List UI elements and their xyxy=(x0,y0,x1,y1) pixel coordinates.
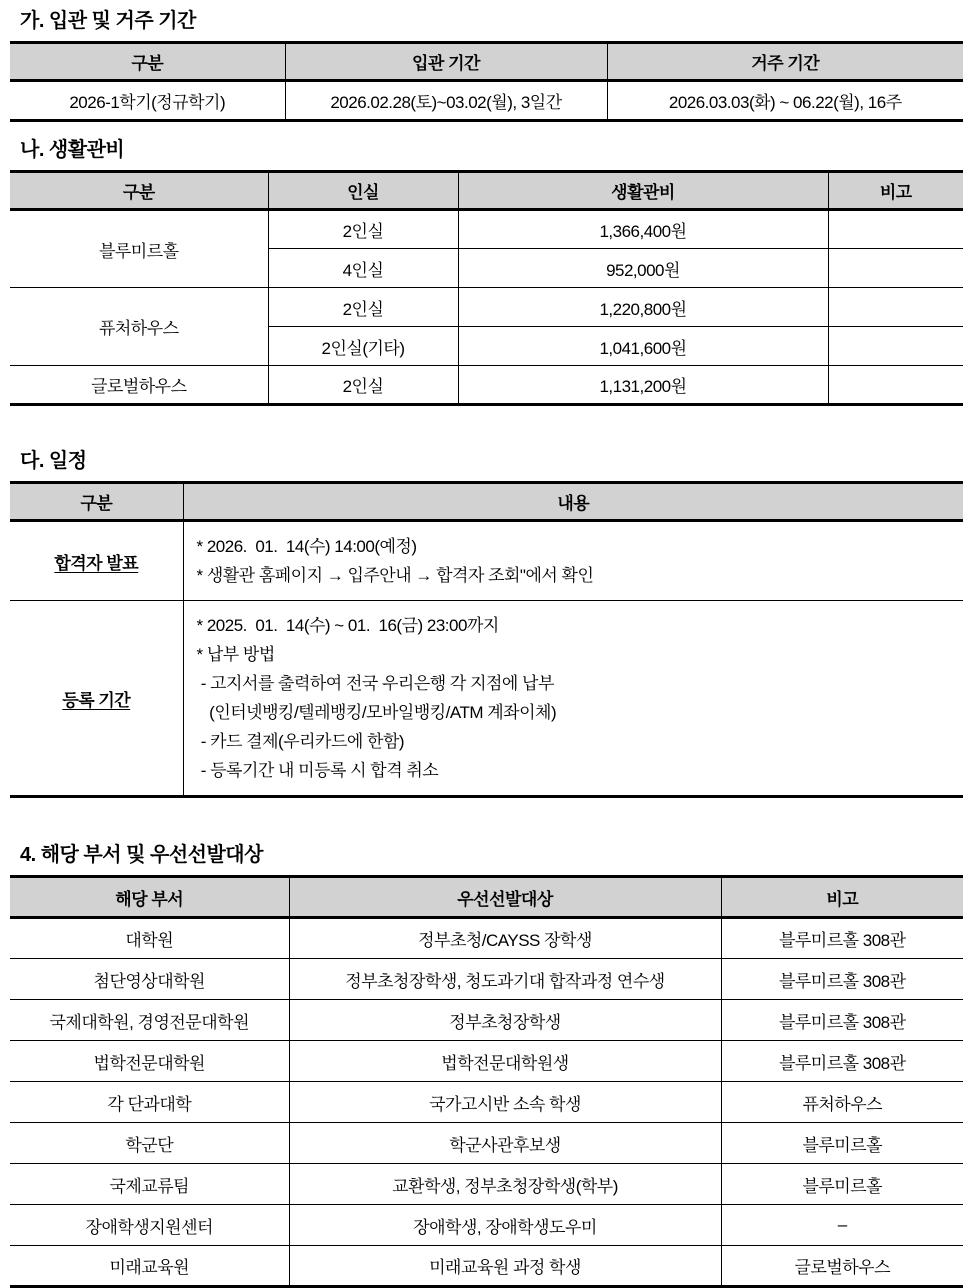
header-cell-category: 구분 xyxy=(10,43,285,81)
table-header-row xyxy=(10,43,963,81)
schedule-content-cell xyxy=(183,601,963,797)
content-line: * 생활관 홈페이지 → 입주안내 → 합격자 조회"에서 확인 xyxy=(196,566,594,585)
target-cell: 미래교육원 과정 학생 xyxy=(289,1246,721,1287)
target-cell: 장애학생, 장애학생도우미 xyxy=(289,1205,721,1246)
header-cell-note: 비고 xyxy=(721,877,963,918)
content-line: (인터넷뱅킹/텔레뱅킹/모바일뱅킹/ATM 계좌이체) xyxy=(196,703,557,722)
department-cell: 국제교류팀 xyxy=(10,1164,289,1205)
fee-cell: 952,000원 xyxy=(458,249,828,288)
target-cell: 국가고시반 소속 학생 xyxy=(289,1082,721,1123)
room-type-cell: 2인실 xyxy=(268,288,458,327)
table-header-row xyxy=(10,172,963,210)
table-row xyxy=(10,366,963,405)
note-cell: 퓨처하우스 xyxy=(721,1082,963,1123)
table-header-row xyxy=(10,877,963,918)
department-cell: 대학원 xyxy=(125,931,174,950)
target-cell: 법학전문대학원생 xyxy=(289,1041,721,1082)
note-cell: 블루미르홀 308관 xyxy=(721,959,963,1000)
residence-period-cell: 2026.03.03(화) ~ 06.22(월), 16주 xyxy=(607,81,963,121)
header-cell-note: 비고 xyxy=(828,172,963,210)
header-cell-priority-target: 우선선발대상 xyxy=(289,877,721,918)
section-c-title: 다. 일정 xyxy=(20,450,87,472)
header-cell-department: 해당 부서 xyxy=(10,877,289,918)
table-row xyxy=(10,1000,963,1041)
section-a-title: 가. 입관 및 거주 기간 xyxy=(20,10,196,32)
note-cell: 블루미르홀 xyxy=(721,1164,963,1205)
table-row xyxy=(10,1123,963,1164)
department-cell: 각 단과대학 xyxy=(10,1082,289,1123)
department-cell: 첨단영상대학원 xyxy=(10,959,289,1000)
fee-cell: 1,041,600원 xyxy=(458,327,828,366)
section-b-title: 나. 생활관비 xyxy=(20,139,125,161)
dorm-name-cell: 블루미르홀 xyxy=(98,241,179,261)
fee-cell: 1,366,400원 xyxy=(458,210,828,249)
table-row xyxy=(10,1246,963,1287)
fee-cell: 1,131,200원 xyxy=(458,366,828,405)
room-type-cell: 2인실 xyxy=(268,210,458,249)
registration-label: 등록 기간 xyxy=(62,690,131,710)
note-cell: 블루미르홀 xyxy=(721,1123,963,1164)
schedule-category-cell xyxy=(10,601,183,797)
header-cell-fee: 생활관비 xyxy=(458,172,828,210)
dorm-name-cell: 글로벌하우스 xyxy=(10,366,268,405)
target-cell: 정부초청장학생, 청도과기대 합작과정 연수생 xyxy=(289,959,721,1000)
content-line: - 고지서를 출력하여 전국 우리은행 각 지점에 납부 xyxy=(196,674,554,693)
section-d-title: 4. 해당 부서 및 우선선발대상 xyxy=(20,844,263,866)
content-line: - 카드 결제(우리카드에 한함) xyxy=(196,732,405,751)
header-cell-residence-period: 거주 기간 xyxy=(607,43,963,81)
note-cell: – xyxy=(721,1205,963,1246)
room-type-cell: 2인실 xyxy=(268,366,458,405)
schedule-content-cell xyxy=(183,521,963,601)
table-row xyxy=(10,288,963,327)
department-cell: 학군단 xyxy=(10,1123,289,1164)
content-line: - 등록기간 내 미등록 시 합격 취소 xyxy=(196,761,439,780)
header-cell-room-type: 인실 xyxy=(268,172,458,210)
target-cell: 정부초청장학생 xyxy=(289,1000,721,1041)
note-cell: 글로벌하우스 xyxy=(721,1246,963,1287)
table-row xyxy=(10,81,963,121)
table-row xyxy=(10,1041,963,1082)
target-cell: 학군사관후보생 xyxy=(289,1123,721,1164)
note-cell xyxy=(828,288,963,327)
table-row xyxy=(10,601,963,797)
department-cell: 미래교육원 xyxy=(10,1246,289,1287)
note-cell: 블루미르홀 308관 xyxy=(721,918,963,959)
table-header-row xyxy=(10,483,963,521)
note-cell: 블루미르홀 308관 xyxy=(721,1000,963,1041)
table-row xyxy=(10,521,963,601)
admission-period-cell: 2026.02.28(토)~03.02(월), 3일간 xyxy=(285,81,607,121)
room-type-cell: 4인실 xyxy=(268,249,458,288)
schedule-category-cell xyxy=(10,521,183,601)
fee-cell: 1,220,800원 xyxy=(458,288,828,327)
target-cell: 정부초청/CAYSS 장학생 xyxy=(289,918,721,959)
table-row xyxy=(10,918,963,959)
header-cell-category: 구분 xyxy=(10,483,183,521)
note-cell xyxy=(828,210,963,249)
department-cell: 법학전문대학원 xyxy=(10,1041,289,1082)
dorm-name-cell: 퓨처하우스 xyxy=(10,288,268,366)
table-row xyxy=(10,1205,963,1246)
semester-cell: 2026-1학기(정규학기) xyxy=(69,93,226,112)
target-cell: 교환학생, 정부초청장학생(학부) xyxy=(289,1164,721,1205)
note-cell xyxy=(828,366,963,405)
content-line: * 납부 방법 xyxy=(196,645,275,664)
department-cell: 장애학생지원센터 xyxy=(10,1205,289,1246)
table-row xyxy=(10,1164,963,1205)
note-cell xyxy=(828,327,963,366)
header-cell-admission-period: 입관 기간 xyxy=(285,43,607,81)
table-row xyxy=(10,210,963,249)
content-line: * 2026. 01. 14(수) 14:00(예정) xyxy=(196,537,417,556)
department-cell: 국제대학원, 경영전문대학원 xyxy=(10,1000,289,1041)
schedule-table xyxy=(10,481,963,798)
header-cell-category: 구분 xyxy=(10,172,268,210)
note-cell: 블루미르홀 308관 xyxy=(721,1041,963,1082)
content-line: * 2025. 01. 14(수) ~ 01. 16(금) 23:00까지 xyxy=(196,616,499,635)
department-table xyxy=(10,875,963,1288)
note-cell xyxy=(828,249,963,288)
announcement-label: 합격자 발표 xyxy=(54,553,139,573)
fees-table xyxy=(10,170,963,406)
table-row xyxy=(10,959,963,1000)
admission-period-table xyxy=(10,41,963,122)
header-cell-content: 내용 xyxy=(183,483,963,521)
table-row xyxy=(10,1082,963,1123)
room-type-cell: 2인실(기타) xyxy=(268,327,458,366)
